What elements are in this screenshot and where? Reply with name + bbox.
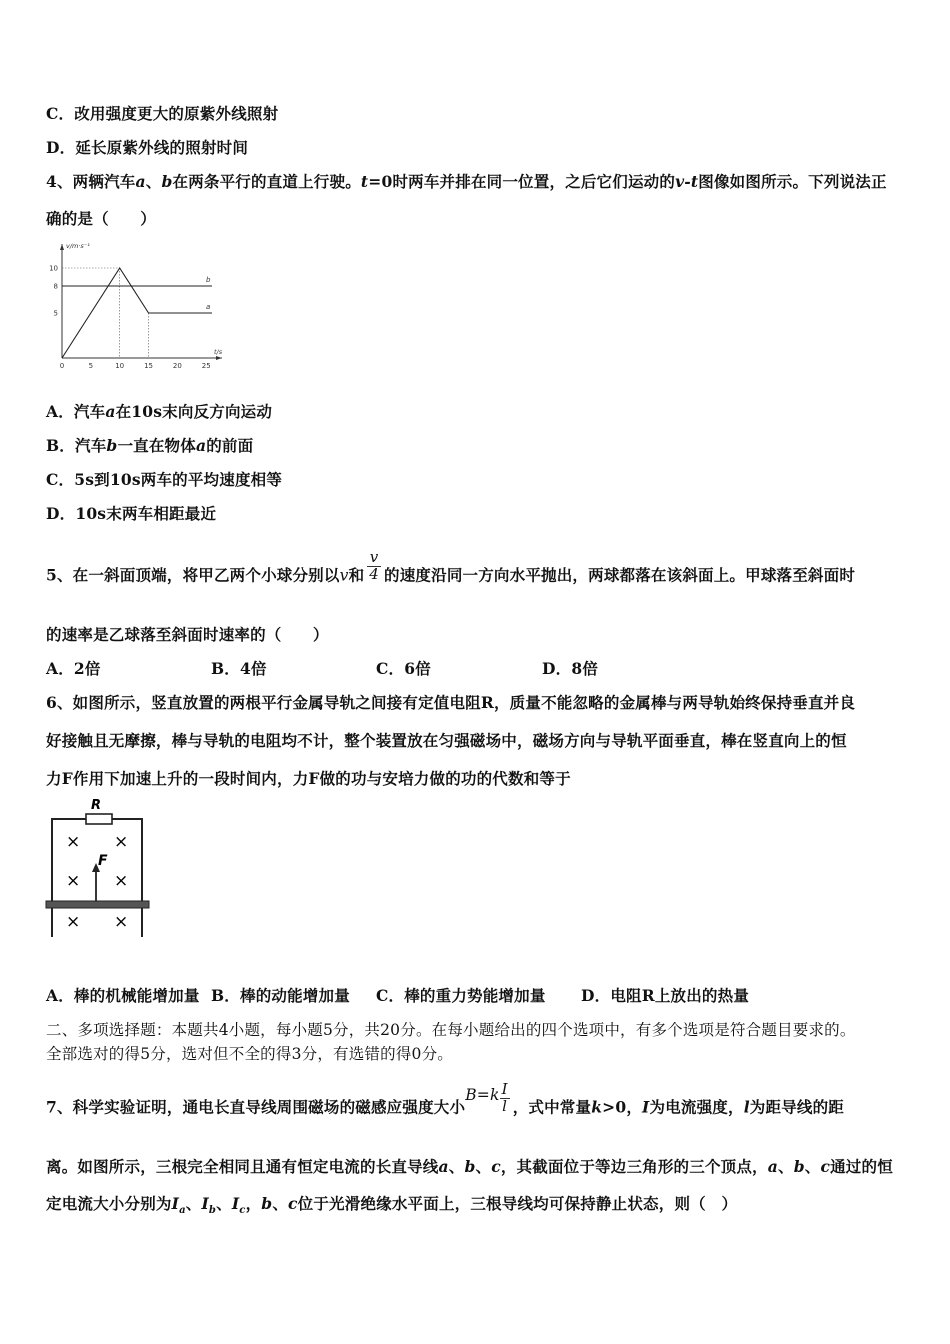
series-line-a: [62, 268, 212, 358]
x-axis-label: t/s: [214, 348, 223, 356]
y-tick-label: 5: [53, 309, 58, 318]
y-tick-label: 8: [53, 282, 58, 291]
field-cross-icon: ×: [114, 871, 129, 891]
q5-options: [46, 657, 906, 677]
q6-option-c: C．棒的重力势能增加量: [376, 986, 546, 1005]
q4-stem-line2: 确的是（ ）: [46, 209, 156, 228]
q7-fraction-i-over-l: $\frac{I}{l}$: [501, 1080, 508, 1115]
q6-stem-line1: 6、如图所示，竖直放置的两根平行金属导轨之间接有定值电阻R，质量不能忽略的金属棒与两导轨始终保持垂直并良: [46, 693, 856, 712]
series-label-a: a: [206, 303, 211, 311]
resistor-r: [86, 814, 112, 824]
field-cross-icon: ×: [66, 871, 81, 891]
q5-option-c: C．6倍: [376, 659, 431, 678]
q5-option-b: B．4倍: [211, 659, 267, 678]
q7-stem-line1: 7、科学实验证明，通电长直导线周围磁场的磁感应强度大小B=k $\frac{I}{l}$ ，式中常量k>0，I为电流强度，l为距导线的距: [46, 1080, 844, 1117]
q6-stem-line3: 力F作用下加速上升的一段时间内，力F做的功与安培力做的功的代数和等于: [46, 769, 571, 788]
field-cross-icon: ×: [114, 912, 129, 932]
field-cross-icon: ×: [66, 832, 81, 852]
x-tick-label: 25: [201, 362, 211, 370]
label-r: R: [91, 798, 102, 813]
q4-option-c: C．5s到10s两车的平均速度相等: [46, 470, 283, 489]
field-cross-icon: ×: [66, 912, 81, 932]
section2-header-line2: 全部选对的得5分，选对但不全的得3分，有选错的得0分。: [46, 1045, 453, 1063]
q3-option-d: D．延长原紫外线的照射时间: [46, 138, 249, 157]
q7-stem-line3: 定电流大小分别为$I_a$、$I_b$、$I_c$，b、c位于光滑绝缘水平面上，三根导线均可保持静止状态，则（ ）: [46, 1194, 738, 1217]
q6-option-d: D．电阻R上放出的热量: [581, 986, 750, 1005]
section2-header-line1: 二、多项选择题：本题共4小题，每小题5分，共20分。在每小题给出的四个选项中，有多个选项是符合题目要求的。: [46, 1021, 856, 1039]
q5-stem-line2: 的速率是乙球落至斜面时速率的（ ）: [46, 625, 329, 644]
q6-options: [46, 984, 906, 1004]
q6-circuit-figure: [44, 797, 154, 942]
label-f: F: [98, 853, 108, 869]
x-axis-arrow-icon: [216, 356, 222, 360]
y-axis-arrow-icon: [60, 244, 64, 250]
q3-option-c: C．改用强度更大的原紫外线照射: [46, 104, 279, 123]
q6-option-a: A．棒的机械能增加量: [46, 986, 200, 1005]
x-tick-label: 0: [59, 362, 65, 370]
field-cross-icon: ×: [114, 832, 129, 852]
q4-option-d: D．10s末两车相距最近: [46, 504, 217, 523]
q4-option-a: A．汽车a在10s末向反方向运动: [46, 402, 273, 421]
metal-bar: [46, 901, 149, 908]
q4-stem-line1: 4、两辆汽车a、b在两条平行的直道上行驶。t=0时两车并排在同一位置，之后它们运动的v-t图像如图所示。下列说法正: [46, 172, 887, 191]
q5-option-d: D．8倍: [542, 659, 599, 678]
q4-vt-chart: [44, 238, 234, 378]
q7-formula: B=k: [465, 1086, 500, 1105]
y-tick-label: 10: [49, 264, 58, 273]
q6-option-b: B．棒的动能增加量: [211, 986, 350, 1005]
q7-stem-line2: 离。如图所示，三根完全相同且通有恒定电流的长直导线a、b、c，其截面位于等边三角形的三个顶点，a、b、c通过的恒: [46, 1157, 893, 1176]
q5-stem-line1: 5、在一斜面顶端，将甲乙两个小球分别以v和 $\frac{v}{4}$ 的速度沿同一方向水平抛出，两球都落在该斜面上。甲球落至斜面时: [46, 548, 856, 585]
q6-stem-line2: 好接触且无摩擦，棒与导轨的电阻均不计，整个装置放在匀强磁场中，磁场方向与导轨平面垂直，棒在竖直向上的恒: [46, 731, 847, 750]
x-tick-label: 20: [172, 362, 182, 370]
x-tick-label: 5: [88, 362, 94, 370]
q5-fraction-v-over-4: $\frac{v}{4}$: [369, 548, 380, 583]
x-tick-label: 10: [115, 362, 125, 370]
y-axis-label: v/m·s⁻¹: [66, 242, 90, 250]
q4-option-b: B．汽车b一直在物体a的前面: [46, 436, 254, 455]
x-tick-label: 15: [144, 362, 153, 370]
series-label-b: b: [206, 276, 211, 284]
q5-option-a: A．2倍: [46, 659, 101, 678]
